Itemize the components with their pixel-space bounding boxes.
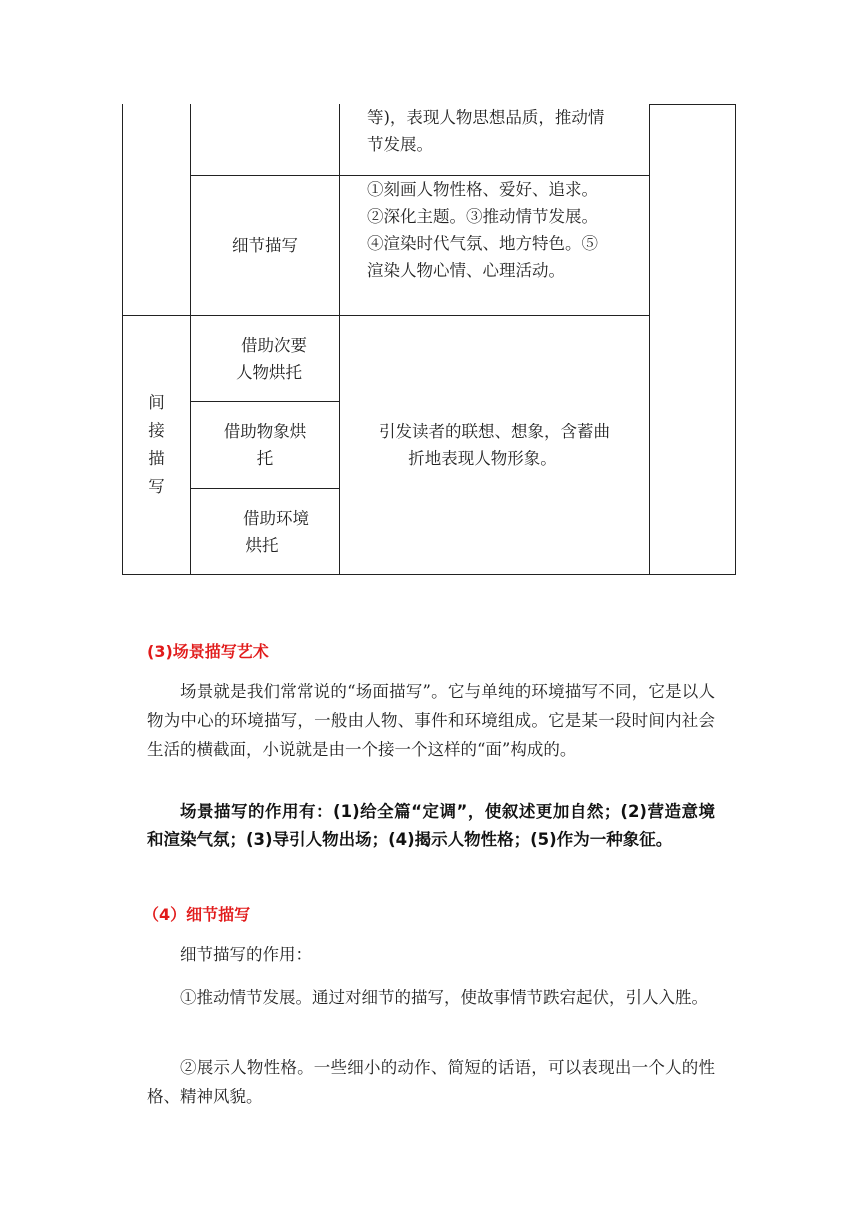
table-border-right bbox=[735, 104, 736, 575]
effect-line: 折地表现人物形象。 bbox=[408, 449, 557, 468]
method-line: 烘托 bbox=[245, 535, 279, 555]
effect-line: 引发读者的联想、想象，含蓄曲 bbox=[379, 422, 610, 441]
indirect-effect-cell bbox=[340, 316, 649, 574]
section-3-functions: 场景描写的作用有：(1)给全篇“定调”，使叙述更加自然；(2)营造意境和渲染气氛；(3)导引人物出场；(4)揭示人物性格；(5)作为一种象征。 bbox=[147, 802, 715, 849]
indirect-method-cell-2 bbox=[191, 402, 339, 488]
detail-effect-cell bbox=[367, 176, 647, 315]
section-3-paragraph: 场景就是我们常常说的“场面描写”。它与单纯的环境描写不同，它是以人物为中心的环境描写，一般由人物、事件和环境组成。它是某一段时间内社会生活的横截面，小说就是由一个接一个这样的“面”构成的。 bbox=[147, 682, 715, 759]
table-border-bottom bbox=[122, 574, 736, 575]
section-4-item-1: ①推动情节发展。通过对细节的描写，使故事情节跌宕起伏，引人入胜。 bbox=[180, 988, 708, 1007]
method-line: 借助次要 bbox=[241, 335, 307, 355]
method-line: 托 bbox=[256, 449, 274, 468]
method-label: 细节描写 bbox=[232, 236, 298, 255]
section-3-title: (3)场景描写艺术 bbox=[147, 642, 269, 661]
section-4-item-2: ②展示人物性格。一些细小的动作、简短的话语，可以表现出一个人的性格、精神风貌。 bbox=[147, 1058, 715, 1106]
method-line: 借助环境 bbox=[243, 508, 309, 528]
detail-method-cell bbox=[191, 176, 339, 315]
section-4-title: （4）细节描写 bbox=[143, 905, 251, 924]
effect-line: ②深化主题。③推动情节发展。 bbox=[367, 207, 598, 226]
table-divider-col3 bbox=[649, 104, 650, 575]
method-line: 借助物象烘 bbox=[223, 422, 307, 441]
indirect-category-cell bbox=[123, 316, 190, 574]
category-char: 间 bbox=[148, 393, 165, 412]
continued-effect-cell bbox=[367, 104, 647, 175]
category-char: 描 bbox=[148, 449, 165, 468]
effect-line: 渲染人物心情、心理活动。 bbox=[367, 261, 565, 280]
effect-line: 节发展。 bbox=[367, 135, 433, 154]
section-4-intro: 细节描写的作用： bbox=[180, 945, 312, 964]
method-line: 人物烘托 bbox=[236, 362, 302, 382]
indirect-method-cell-1 bbox=[191, 316, 339, 401]
effect-line: ①刻画人物性格、爱好、追求。 bbox=[367, 180, 598, 199]
effect-line: 等)，表现人物思想品质，推动情 bbox=[367, 108, 605, 127]
indirect-method-cell-3 bbox=[191, 489, 339, 574]
table-border-top-right bbox=[649, 104, 736, 105]
effect-line: ④渲染时代气氛、地方特色。⑤ bbox=[367, 234, 598, 253]
category-char: 写 bbox=[148, 477, 165, 496]
category-char: 接 bbox=[148, 421, 165, 440]
